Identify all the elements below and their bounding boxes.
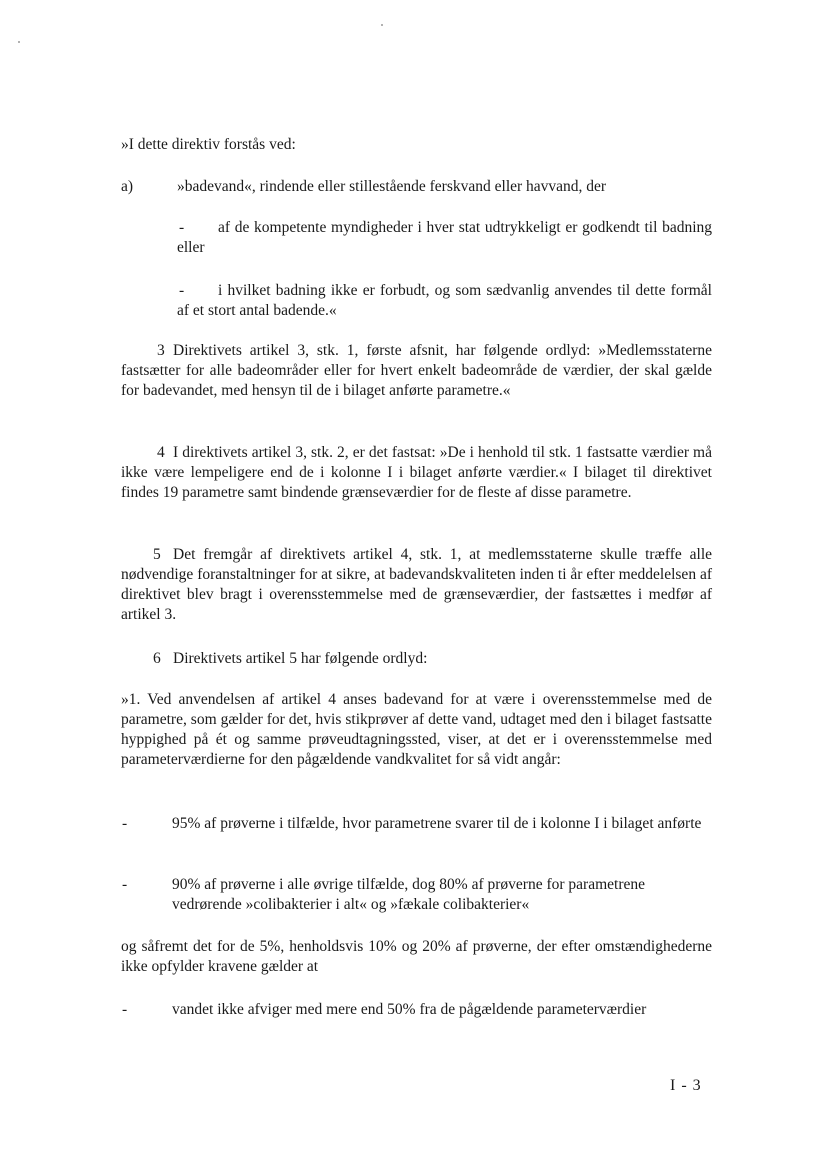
quote-paragraph: »1. Ved anvendelsen af artikel 4 anses badevand for at være i overensstemmelse med de parametre, som gælder for det, hvis stikprøver af dette vand, udtaget med den i bilaget fastsatte hyppighed på ét og samme prøveudtagningssted, viser, at det er i overensstemmelse med parameterværdierne for den pågældende vandkvalitet for så vidt angår: [121,691,712,768]
quote-bullet-1-text: 95% af prøverne i tilfælde, hvor parametrene svarer til de i kolonne I i bilaget anførte [172,815,702,832]
paragraph-number: 6 [153,650,161,667]
intro-line: »I dette direktiv forstås ved: [121,136,296,153]
item-a-text: »badevand«, rindende eller stillestående ferskvand eller havvand, der [177,178,607,195]
page-number: I - 3 [670,1077,702,1094]
paragraph-5: 5 Det fremgår af direktivets artikel 4, stk. 1, at medlemsstaterne skulle træffe alle nødvendige foranstaltninger for at sikre, at badevandskvaliteten inden ti år efter meddelelsen af direktivet blev bragt i overensstemmelse med de grænseværdier, der fastsættes i medfør af artikel 3. [121,546,712,623]
item-a-bullet-1-dash: - [179,219,185,236]
quote-bullet-2-dash: - [122,876,128,893]
paragraph-3: 3 Direktivets artikel 3, stk. 1, første afsnit, har følgende ordlyd: »Medlemsstaterne fastsætter for alle badeområder eller for hvert enkelt badeområde de værdier, der skal gælde for badevandet, med hensyn til de i bilaget anførte parametre.« [121,342,712,399]
paragraph-6: 6 Direktivets artikel 5 har følgende ordlyd: [121,649,712,669]
paragraph-4: 4 I direktivets artikel 3, stk. 2, er det fastsat: »De i henhold til stk. 1 fastsatte værdier må ikke være lempeligere end de i kolonne I i bilaget anførte værdier.« I bilaget til direktivet findes 19 parametre samt bindende grænseværdier for de fleste af disse parametre. [121,444,712,501]
item-a-bullet-2-text: i hvilket badning ikke er forbudt, og som sædvanlig anvendes til dette formål af et stort antal badende.« [177,282,712,319]
quote-bullet-1-dash: - [122,815,128,832]
scan-speck [381,24,383,26]
item-a-label: a) [121,178,134,195]
final-bullet-dash: - [122,1001,128,1018]
paragraph-number: 3 [157,342,165,359]
paragraph-number: 4 [157,444,165,461]
paragraph-number: 5 [153,546,161,563]
final-bullet-text: vandet ikke afviger med mere end 50% fra de pågældende parameterværdier [172,1001,647,1018]
quote-bullet-2-text: 90% af prøverne i alle øvrige tilfælde, dog 80% af prøverne for parametrene vedrørende »colibakterier i alt« og »fækale colibakterier« [172,876,645,913]
closing-paragraph: og såfremt det for de 5%, henholdsvis 10% og 20% af prøverne, der efter omstændighederne ikke opfylder kravene gælder at [121,938,712,975]
scan-speck [18,41,20,43]
item-a-bullet-1-text: af de kompetente myndigheder i hver stat udtrykkeligt er godkendt til badning eller [177,219,712,256]
item-a-bullet-2-dash: - [179,282,185,299]
